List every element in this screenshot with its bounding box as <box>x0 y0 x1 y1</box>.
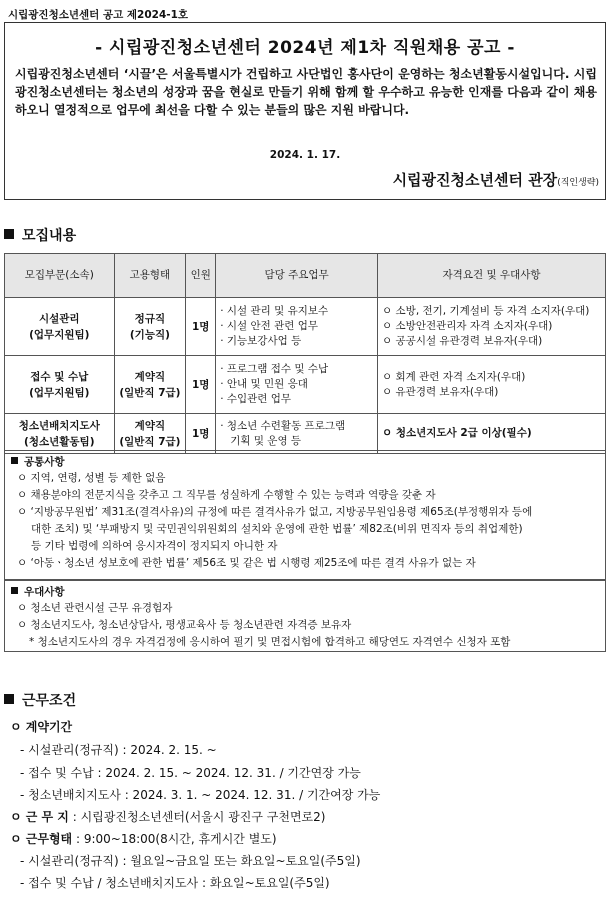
preferential-box <box>4 580 606 652</box>
type-cell: 계약직 (일반직 7급) <box>114 356 186 414</box>
common-title: 공통사항 <box>11 454 599 470</box>
contract-label: ㅇ 계약기간 <box>10 720 73 734</box>
hours-line: ㅇ 근무형태 : 9:00~18:00(8시간, 휴게시간 별도) <box>10 832 277 846</box>
contract-line: - 접수 및 수납 : 2024. 2. 15. ~ 2024. 12. 31. / 기간연장 가능 <box>20 766 361 780</box>
col-header-type: 고용형태 <box>114 254 186 298</box>
list-item: ㅇ ‘지방공무원법’ 제31조(결격사유)의 규정에 따른 결격사유가 없고, 지방공무원임용령 제65조(부정행위자 등에 <box>17 506 533 518</box>
conditions-section-heading <box>4 690 76 710</box>
recruit-section-heading <box>4 225 76 245</box>
contract-line: - 청소년배치지도사 : 2024. 3. 1. ~ 2024. 12. 31. / 기간여장 가능 <box>20 788 381 802</box>
col-header-duties: 담당 주요업무 <box>216 254 378 298</box>
conditions-heading-text: 근무조건 <box>22 693 77 709</box>
location-line: ㅇ 근 무 지 : 시립광진청소년센터(서울시 광진구 구천면로2) <box>10 810 326 824</box>
duties-cell: · 청소년 수련활동 프로그램 기획 및 운영 등 <box>216 414 378 454</box>
table-row <box>5 414 606 454</box>
list-item: ㅇ 청소년지도사, 청소년상담사, 평생교육사 등 청소년관련 자격증 보유자 <box>17 619 352 631</box>
duties-cell: · 시설 관리 및 유지보수 · 시설 안전 관련 업무 · 기능보강사업 등 <box>216 298 378 356</box>
list-item: ㅇ ‘아동ㆍ청소년 성보호에 관한 법률’ 제56조 및 같은 법 시행령 제25조에 따른 결격 사유가 없는 자 <box>17 557 476 569</box>
list-item: * 청소년지도사의 경우 자격검정에 응시하여 필기 및 면접시험에 합격하고 해당연도 자격연수 신청자 포함 <box>29 636 511 648</box>
hours-detail-line: - 시설관리(정규직) : 월요일~금요일 또는 화요일~토요일(주5일) <box>20 854 361 868</box>
signer <box>393 169 599 190</box>
announcement-header-box <box>4 22 606 200</box>
type-cell: 계약직 (일반직 7급) <box>114 414 186 454</box>
count-cell: 1명 <box>186 414 216 454</box>
dept-cell: 청소년배치지도사 (청소년활동팀) <box>5 414 115 454</box>
quals-cell: ㅇ 소방, 전기, 기계설비 등 자격 소지자(우대) ㅇ 소방안전관리자 자격 소지자(우대) ㅇ 공공시설 유관경력 보유자(우대) <box>378 298 606 356</box>
table-row <box>5 298 606 356</box>
recruit-heading-text: 모집내용 <box>22 228 77 244</box>
signer-name: 시립광진청소년센터 관장 <box>392 171 558 189</box>
seal-note: (직인생략) <box>557 178 599 188</box>
type-cell: 정규직 (기능직) <box>114 298 186 356</box>
recruit-table <box>4 253 606 454</box>
count-cell: 1명 <box>186 298 216 356</box>
list-item: ㅇ 지역, 연령, 성별 등 제한 없음 <box>17 472 166 484</box>
square-bullet-icon <box>4 694 14 704</box>
table-row <box>5 356 606 414</box>
announcement-intro: 시립광진청소년센터 ‘시끌’은 서울특별시가 건립하고 사단법인 홍사단이 운영하는 청소년활동시설입니다. 시립광진청소년센터는 청소년의 성장과 꿈을 현실로 만들기 위해 함께 할 우수하고 유능한 인재를 다음과 같이 채용하오니 열정적으로 업무에 최선을 다할 수 있는 분들의 많은 지원 바랍니다. <box>15 67 597 117</box>
quals-cell: ㅇ 청소년지도사 2급 이상(필수) <box>378 414 606 454</box>
square-bullet-icon <box>4 229 14 239</box>
duties-cell: · 프로그램 접수 및 수납 · 안내 및 민원 응대 · 수입관련 업무 <box>216 356 378 414</box>
list-item: ㅇ 채용분야의 전문지식을 갖추고 그 직무를 성실하게 수행할 수 있는 능력과 역량을 갖춘 자 <box>17 489 436 501</box>
pref-title: 우대사항 <box>11 584 599 600</box>
col-header-quals: 자격요건 및 우대사항 <box>378 254 606 298</box>
common-requirements-box <box>4 450 606 580</box>
list-item: 등 기타 법령에 의하여 응시자격이 정지되지 아니한 자 <box>31 540 278 552</box>
count-cell: 1명 <box>186 356 216 414</box>
dept-cell: 시설관리 (업무지원팀) <box>5 298 115 356</box>
contract-line: - 시설관리(정규직) : 2024. 2. 15. ~ <box>20 743 217 757</box>
table-header-row <box>5 254 606 298</box>
announcement-title: - 시립광진청소년센터 2024년 제1차 직원채용 공고 - <box>95 38 515 58</box>
col-header-dept: 모집부문(소속) <box>5 254 115 298</box>
square-bullet-icon <box>11 457 18 464</box>
dept-cell: 접수 및 수납 (업무지원팀) <box>5 356 115 414</box>
list-item: ㅇ 청소년 관련시설 근무 유경험자 <box>17 602 173 614</box>
notice-number: 시립광진청소년센터 공고 제2024-1호 <box>8 9 189 21</box>
square-bullet-icon <box>11 587 18 594</box>
quals-cell: ㅇ 회계 관련 자격 소지자(우대) ㅇ 유관경력 보유자(우대) <box>378 356 606 414</box>
col-header-count: 인원 <box>186 254 216 298</box>
list-item: 대한 조치) 및 ‘부패방지 및 국민권익위원회의 설치와 운영에 관한 법률’ 제82조(비위 면직자 등의 취업제한) <box>31 523 523 535</box>
announcement-date: 2024. 1. 17. <box>269 149 341 161</box>
hours-detail-line: - 접수 및 수납 / 청소년배치지도사 : 화요일~토요일(주5일) <box>20 876 330 890</box>
